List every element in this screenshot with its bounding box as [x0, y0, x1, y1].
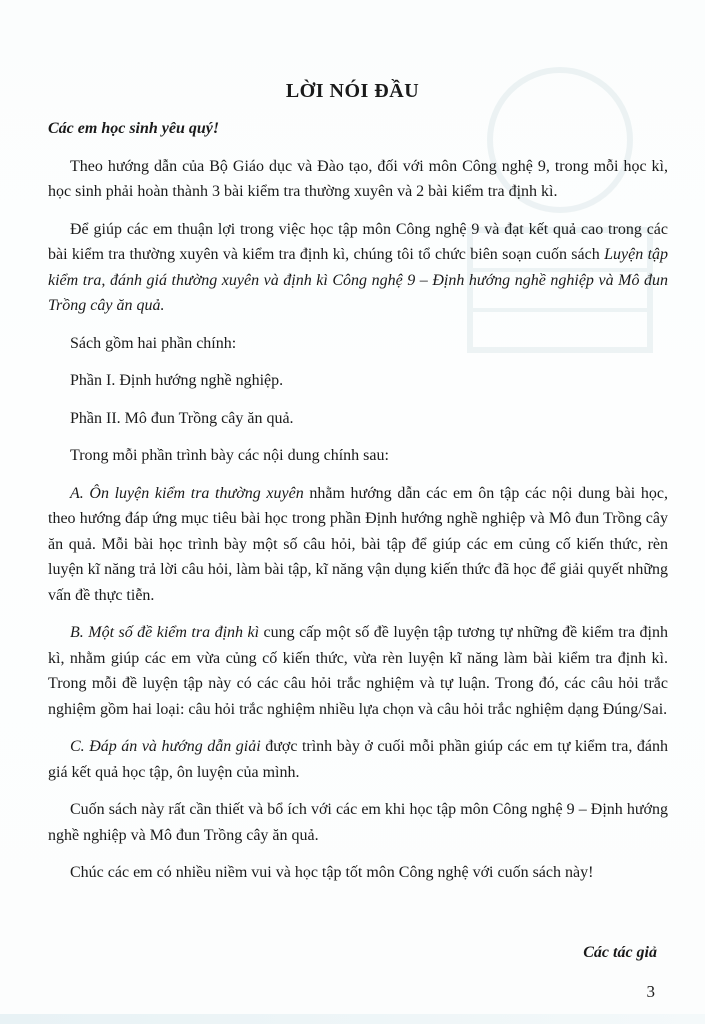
section-b-label: B. Một số đề kiểm tra định kì [70, 624, 260, 641]
paragraph-7: Cuốn sách này rất cần thiết và bổ ích với các em khi học tập môn Công nghệ 9 – Định hướng nghề nghiệp và Mô đun Trồng cây ăn quả. [48, 801, 668, 844]
paragraph-part-2: Phần II. Mô đun Trồng cây ăn quả. [70, 409, 294, 427]
paragraph-8: Chúc các em có nhiều niềm vui và học tập tốt môn Công nghệ với cuốn sách này! [70, 864, 594, 881]
salutation: Các em học sinh yêu quý! [48, 120, 220, 137]
section-c [48, 734, 668, 785]
page-title: LỜI NÓI ĐẦU [285, 80, 420, 102]
section-b [48, 620, 668, 722]
section-a [48, 481, 668, 609]
signature-authors: Các tác giả [583, 944, 657, 961]
section-a-text: nhằm hướng dẫn các em ôn tập các nội dung bài học, theo hướng đáp ứng mục tiêu bài học trong phần Định hướng nghề nghiệp và Mô đun Trồng cây ăn quả. Mỗi bài học trình bày một số câu hỏi, bài tập để giúp các em củng cố kiến thức, rèn luyện kĩ năng trả lời câu hỏi, làm bài tập, kĩ năng vận dụng kiến thức đã học để giải quyết những vấn đề thực tiễn. [48, 484, 668, 604]
paragraph-1: Theo hướng dẫn của Bộ Giáo dục và Đào tạo, đối với môn Công nghệ 9, trong mỗi học kì, học sinh phải hoàn thành 3 bài kiểm tra thường xuyên và 2 bài kiểm tra định kì. [48, 157, 668, 200]
paragraph-3: Sách gồm hai phần chính: [70, 334, 237, 352]
bottom-decorative-band [0, 1014, 705, 1024]
page-number: 3 [646, 982, 655, 1001]
section-c-text: được trình bày ở cuối mỗi phần giúp các em tự kiểm tra, đánh giá kết quả học tập, ôn luyện của mình. [48, 738, 669, 781]
section-b-text: cung cấp một số đề luyện tập tương tự những đề kiểm tra định kì, nhằm giúp các em vừa củng cố kiến thức, vừa rèn luyện kĩ năng làm bài kiểm tra định kì. Trong mỗi đề luyện tập này có các câu hỏi trắc nghiệm và tự luận. Trong đó, các câu hỏi trắc nghiệm gồm hai loại: câu hỏi trắc nghiệm nhiều lựa chọn và câu hỏi trắc nghiệm dạng Đúng/Sai. [48, 624, 668, 718]
paragraph-6: Trong mỗi phần trình bày các nội dung chính sau: [70, 447, 389, 464]
paragraph-2 [48, 217, 668, 319]
book-title: Luyện tập kiểm tra, đánh giá thường xuyên và định kì Công nghệ 9 – Định hướng nghề nghiệp và Mô đun Trồng cây ăn quả. [48, 246, 669, 314]
section-c-label: C. Đáp án và hướng dẫn giải [70, 738, 261, 755]
section-a-label: A. Ôn luyện kiểm tra thường xuyên [70, 484, 304, 502]
paragraph-part-1: Phần I. Định hướng nghề nghiệp. [70, 372, 284, 389]
preface-body [48, 116, 668, 898]
paragraph-2-text: Để giúp các em thuận lợi trong việc học tập môn Công nghệ 9 và đạt kết quả cao trong các bài kiểm tra thường xuyên và kiểm tra định kì, chúng tôi tổ chức biên soạn cuốn sách [48, 220, 668, 263]
